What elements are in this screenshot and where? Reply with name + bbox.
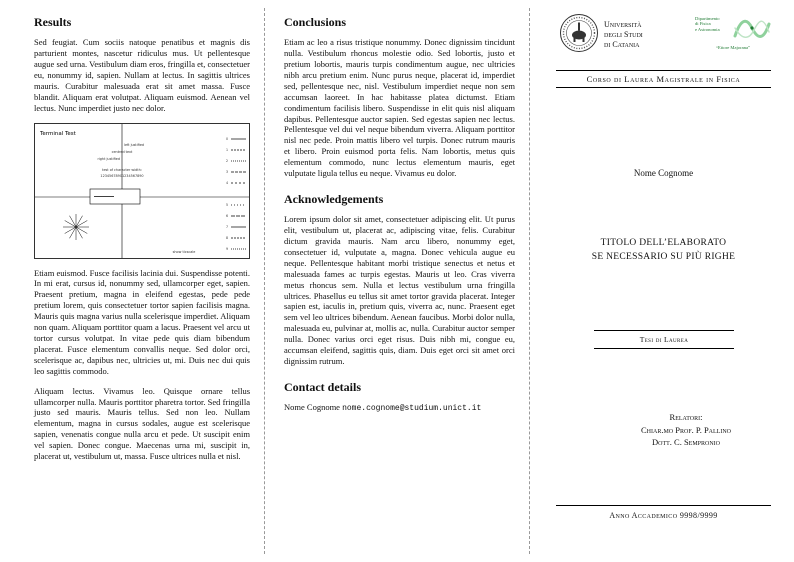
svg-text:4: 4 [225, 180, 228, 185]
department-name-line2: di Fisica [695, 21, 711, 27]
svg-text:left justified: left justified [124, 142, 145, 147]
acknowledgements-paragraph: Lorem ipsum dolor sit amet, consectetuer adipiscing elit. Ut purus elit, vestibulum ut, placerat ac, adipiscing vitae, felis. Curabitur dictum gravida mauris. Nam arcu libero, nonummy eget, consectetuer id, vulputate a, magna. Donec vehicula augue eu neque. Pellentesque habitant morbi tristique senectus et netus et malesuada fames ac turpis egestas. Mauris ut leo. Cras viverra metus rhoncus sem. Nulla et lectus vestibulum urna fringilla ultrices. Phasellus eu tellus sit amet tortor gravida placerat. Integer sapien est, iaculis in, pretium quis, viverra ac, nunc. Praesent eget sem vel leo ultrices bibendum. Aenean faucibus. Morbi dolor nulla, malesuada eu, pulvinar at, mollis ac, nulla. Curabitur auctor semper nulla. Donec varius orci eget risus. Duis nibh mi, congue eu, accumsan eleifend, sagittis quis, diam. Duis eget orci sit amet orci dignissim rutrum. [284, 214, 515, 366]
advisors-block [601, 411, 771, 449]
contact-heading: Contact details [284, 379, 361, 394]
results-heading: Results [34, 15, 72, 29]
department-logo [695, 14, 771, 50]
university-name-line3: di Catania [604, 40, 640, 49]
svg-text:1: 1 [225, 147, 228, 152]
svg-text:5: 5 [225, 202, 228, 207]
advisors-label: Relatori: [669, 412, 703, 422]
department-name-line3: e Astronomia [695, 26, 720, 32]
results-paragraph-2: Etiam euismod. Fusce facilisis lacinia dui. Suspendisse potenti. In mi erat, cursus id, nonummy sed, ullamcorper eget, sapien. Praesent pretium, magna in eleifend egestas, pede pede pretium lorem, quis consectetuer tortor sapien facilisis magna. Mauris quis magna varius nulla scelerisque imperdiet. Aliquam non quam. Aliquam porttitor quam a lacus. Praesent vel arcu ut tortor cursus volutpat. In vitae pede quis diam bibendum placerat. Fusce elementum convallis neque. Sed dolor orci, scelerisque ac, dapibus nec, ultricies ut, mi. Duis nec dui quis leo sagittis commodo. [34, 267, 250, 376]
fold-line-right [529, 8, 530, 554]
panel-conclusions [284, 0, 515, 562]
results-paragraph-1: Sed feugiat. Cum sociis natoque penatibus et magnis dis parturient montes, nascetur ridiculus mus. Ut pellentesque augue sed urna. Vestibulum diam eros, fringilla et, consectetuer eu, nonummy id, sapien. Nullam at lectus. In sagittis ultrices mauris. Curabitur malesuada erat sit amet massa. Fusce blandit. Aliquam erat volutpat. Aliquam euismod. Aenean vel lectus. Nunc imperdiet justo nec dolor. [34, 37, 250, 113]
svg-text:test of character width:: test of character width: [102, 167, 142, 172]
results-paragraph-3: Aliquam lectus. Vivamus leo. Quisque ornare tellus ullamcorper nulla. Mauris porttitor pharetra tortor. Sed fringilla justo sed mauris. Mauris tellus. Sed non leo. Nullam elementum, magna in cursus sodales, augue est scelerisque sapien, venenatis congue nulla arcu et pede. Ut suscipit enim vel sapien. Donec congue. Maecenas urna mi, suscipit in, placerat ut, vestibulum ut, massa. Fusce ultrices nulla et nisl. [34, 385, 250, 462]
contact-name: Nome Cognome [284, 402, 340, 413]
svg-text:6: 6 [225, 213, 228, 218]
course-title: Corso di Laurea Magistrale in Fisica [556, 70, 771, 88]
panel-cover [556, 0, 771, 562]
terminal-test-plot [34, 123, 250, 259]
university-name-line1: Università [604, 20, 642, 29]
acknowledgements-heading: Acknowledgements [284, 191, 384, 206]
fold-line-left [264, 8, 265, 554]
department-motto: “Ettore Majorana” [715, 45, 751, 50]
thesis-title-line2: SE NECESSARIO SU PIÙ RIGHE [591, 252, 736, 262]
contact-line [284, 402, 515, 415]
department-name [695, 14, 733, 32]
author-name: Nome Cognome [633, 168, 694, 178]
svg-text:show ticscale: show ticscale [172, 249, 196, 254]
terminal-test-figure [34, 123, 250, 259]
svg-text:8: 8 [225, 235, 228, 240]
thesis-title-line1: TITOLO DELL’ELABORATO [600, 238, 727, 248]
advisor-1: Chiar.mo Prof. P. Pallino [641, 424, 731, 435]
conclusions-paragraph: Etiam ac leo a risus tristique nonummy. Donec dignissim tincidunt nulla. Vestibulum rhoncus molestie odio. Sed lobortis, justo et pretium lobortis, mauris turpis condimentum augue, nec ultricies nibh arcu pretium enim. Nunc purus neque, placerat id, imperdiet sed, pellentesque nec, nisl. Vestibulum imperdiet neque non sem accumsan laoreet. In hac habitasse platea dictumst. Etiam condimentum facilisis libero. Suspendisse in elit quis nisl aliquam dapibus. Pellentesque auctor sapien. Sed egestas sapien nec lectus. Pellentesque vel dui vel neque bibendum viverra. Aliquam porttitor nisl nec pede. Proin mattis libero vel turpis. Donec rutrum mauris et libero. Proin euismod porta felis. Nam lobortis, metus quis elementum commodo, nunc lectus elementum mauris, eget vulputate ligula tellus eu neque. Vivamus eu dolor. [284, 37, 515, 179]
contact-email: nome.cognome@studium.unict.it [342, 404, 482, 414]
panel-results [34, 0, 250, 562]
svg-text:9: 9 [225, 246, 228, 251]
svg-text:2: 2 [225, 158, 228, 163]
svg-text:3: 3 [225, 169, 228, 174]
svg-text:centred text: centred text [111, 149, 133, 154]
svg-text:right justified: right justified [97, 156, 120, 161]
svg-text:12345678901234567890: 12345678901234567890 [100, 173, 144, 178]
logo-row [556, 12, 771, 66]
svg-text:0: 0 [225, 136, 228, 141]
thesis-title [556, 236, 771, 264]
svg-text:7: 7 [225, 224, 228, 229]
thesis-type: Tesi di Laurea [594, 330, 734, 349]
university-seal-icon [558, 12, 600, 56]
university-name-line2: degli Studi [604, 30, 643, 39]
department-wave-icon [733, 14, 771, 44]
department-name-line1: Dipartimento [695, 16, 720, 21]
conclusions-heading: Conclusions [284, 15, 347, 29]
svg-text:Terminal Test: Terminal Test [40, 130, 76, 137]
department-logo-top [695, 14, 771, 44]
university-name [604, 20, 643, 50]
advisor-2: Dott. C. Sempronio [651, 437, 721, 447]
academic-year: Anno Accademico 9998/9999 [556, 505, 771, 520]
